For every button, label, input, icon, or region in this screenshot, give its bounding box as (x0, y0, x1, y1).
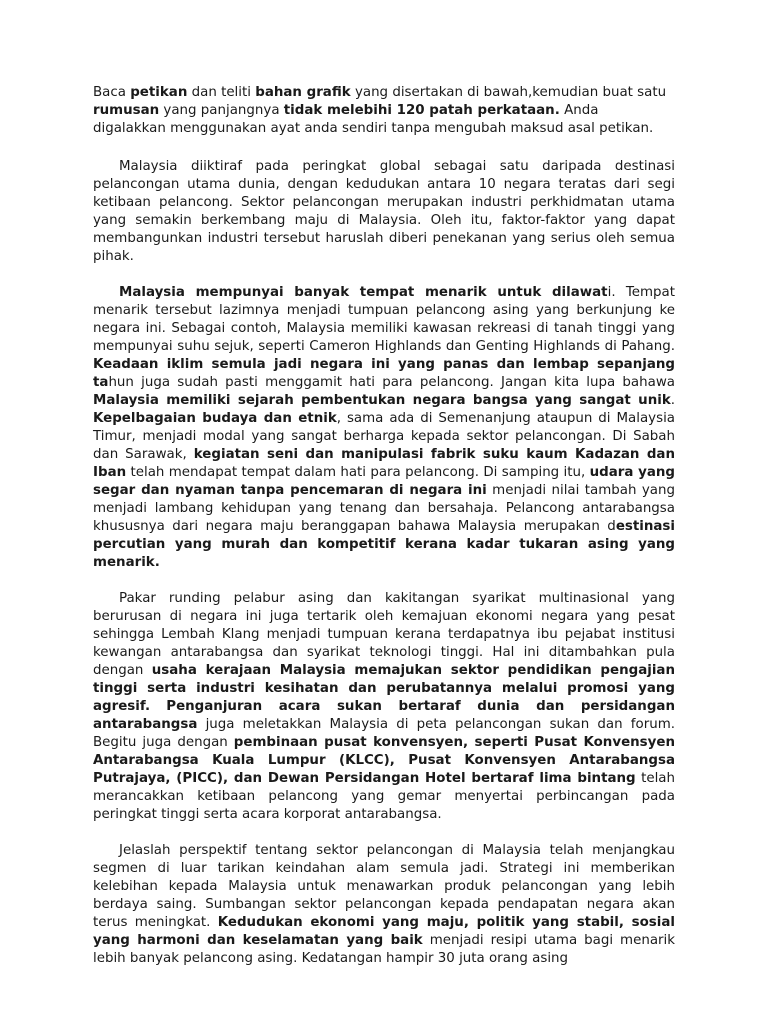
bold-text-run: Penganjuran acara sukan bertaraf dunia dan persidangan antarabangsa (93, 699, 675, 732)
text-run: menjadi resipi utama bagi menarik lebih banyak pelancong asing. Kedatangan hampir 30 juta orang asing (93, 933, 676, 966)
bold-text-run: petikan (130, 85, 188, 100)
document-page (93, 84, 675, 986)
text-run: dan teliti (187, 85, 256, 100)
paragraph-intro (93, 158, 675, 266)
bold-text-run: Kepelbagaian budaya dan etnik (93, 411, 337, 426)
text-run: juga meletakkan Malaysia di peta pelancongan sukan dan forum. Begitu juga dengan (93, 717, 675, 750)
text-run: . (670, 393, 675, 408)
text-run: Pakar runding pelabur asing dan kakitangan syarikat multinasional yang berurusan di negara ini juga tertarik oleh kemajuan ekonomi negara yang pesat sehingga Lembah Klang menjadi tumpuan kerana terdapatnya ibu pejabat institusi kewangan antarabangsa dan syarikat teknologi tinggi. Hal ini ditambahkan pula dengan (93, 591, 675, 678)
text-run: Anda digalakkan menggunakan ayat anda sendiri tanpa mengubah maksud asal petikan. (93, 103, 654, 136)
text-run: Malaysia diiktiraf pada peringkat global sebagai satu daripada destinasi pelancongan utama dunia, dengan kedudukan antara 10 negara teratas dari segi ketibaan pelancong. Sektor pelancongan merupakan industri perkhidmatan utama yang semakin berkembang maju di Malaysia. Oleh itu, faktor-faktor yang dapat membangunkan industri tersebut haruslah diberi penekanan yang serius oleh semua pihak. (93, 159, 675, 264)
text-run: menjadi nilai tambah yang menjadi lambang kehidupan yang tenang dan bersahaja. Pelancong antarabangsa khususnya dari negara maju beranggapan bahawa Malaysia merupakan d (93, 483, 675, 534)
bold-text-run: estinasi percutian yang murah dan kompetitif kerana kadar tukaran asing yang menarik. (93, 519, 675, 570)
bold-text-run: Malaysia memiliki sejarah pembentukan negara bangsa yang sangat unik (93, 393, 671, 408)
bold-text-run: usaha kerajaan Malaysia memajukan sektor pendidikan pengajian tinggi serta industri kesihatan dan perubatannya melalui promosi yang agresif. (93, 663, 675, 714)
text-run: , sama ada di Semenanjung ataupun di Malaysia Timur, menjadi modal yang sangat berharga kepada sektor pelancongan. Di Sabah dan Sarawak, (93, 411, 675, 462)
text-run: yang panjangnya (159, 103, 284, 118)
bold-text-run: rumusan (93, 103, 160, 118)
text-run (150, 699, 166, 714)
text-run: telah merancakkan ketibaan pelancong yang gemar menyertai perbincangan pada peringkat tinggi serta acara korporat antarabangsa. (93, 771, 675, 822)
instructions-paragraph (93, 84, 675, 138)
text-run: hun juga sudah pasti menggamit hati para pelancong. Jangan kita lupa bahawa (108, 375, 675, 390)
bold-text-run: kegiatan seni dan manipulasi fabrik suku kaum Kadazan dan Iban (93, 447, 675, 480)
text-run: telah mendapat tempat dalam hati para pelancong. Di samping itu, (126, 465, 590, 480)
paragraph-conclusion (93, 842, 675, 968)
bold-text-run: tidak melebihi 120 patah perkataan. (283, 103, 560, 118)
text-run: yang disertakan di bawah,kemudian buat satu (350, 85, 667, 100)
bold-text-run: udara yang segar dan nyaman tanpa pencemaran di negara ini (93, 465, 675, 498)
paragraph-attractions (93, 284, 675, 572)
bold-text-run: Malaysia mempunyai banyak tempat menarik untuk dilawat (119, 285, 608, 300)
text-run: Baca (93, 85, 131, 100)
text-run: i. Tempat menarik tersebut lazimnya menjadi tumpuan pelancong asing yang berkunjung ke negara ini. Sebagai contoh, Malaysia memiliki kawasan rekreasi di tanah tinggi yang mempunyai suhu sejuk, seperti Cameron Highlands dan Genting Highlands di Pahang. (93, 285, 676, 354)
paragraph-investors (93, 590, 675, 824)
text-run: Jelaslah perspektif tentang sektor pelancongan di Malaysia telah menjangkau segmen di luar tarikan keindahan alam semula jadi. Strategi ini memberikan kelebihan kepada Malaysia untuk menawarkan produk pelancongan yang lebih berdaya saing. Sumbangan sektor pelancongan kepada pendapatan negara akan terus meningkat. (93, 843, 675, 930)
bold-text-run: pembinaan pusat konvensyen, seperti Pusat Konvensyen Antarabangsa Kuala Lumpur (KLCC), Pusat Konvensyen Antarabangsa Putrajaya, (PICC), dan Dewan Persidangan Hotel bertaraf lima bintang (93, 735, 675, 786)
bold-text-run: Keadaan iklim semula jadi negara ini yang panas dan lembap sepanjang ta (93, 357, 675, 390)
bold-text-run: bahan grafik (255, 85, 351, 100)
bold-text-run: Kedudukan ekonomi yang maju, politik yang stabil, sosial yang harmoni dan keselamatan yang baik (93, 915, 675, 948)
